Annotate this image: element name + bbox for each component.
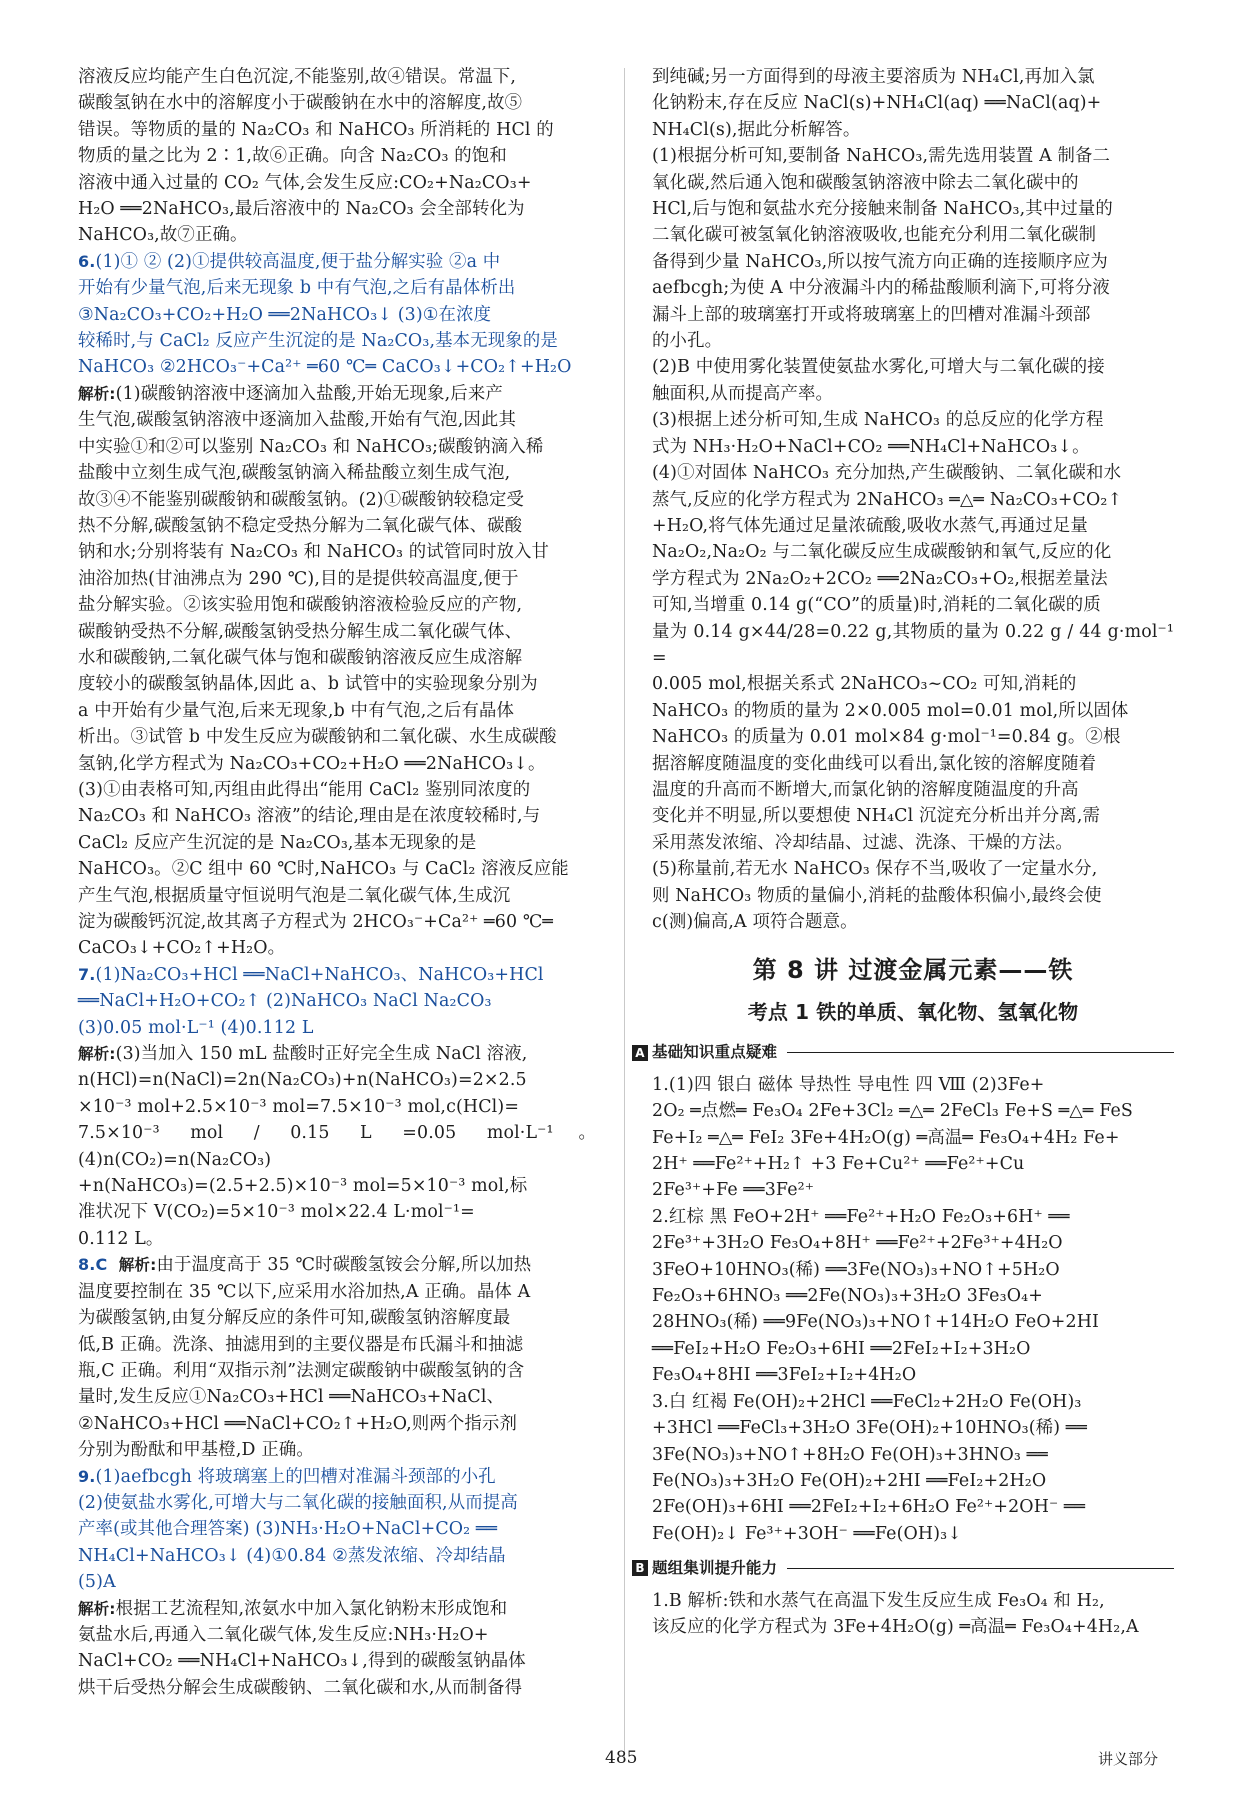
text-line: 2O₂ ═点燃═ Fe₃O₄ 2Fe+3Cl₂ ═△═ 2FeCl₃ Fe+S ═△═ FeS	[652, 1101, 1133, 1122]
text-line: HCl,后与饱和氨盐水充分接触来制备 NaHCO₃,其中过量的	[652, 199, 1113, 220]
text-line: Fe+I₂ ═△═ FeI₂ 3Fe+4H₂O(g) ═高温═ Fe₃O₄+4H₂ Fe+	[652, 1127, 1120, 1148]
explain-line: 准状况下 V(CO₂)=5×10⁻³ mol×22.4 L·mol⁻¹=	[78, 1202, 475, 1223]
text-line: 物质的量之比为 2∶1,故⑥正确。向含 Na₂CO₃ 的饱和	[78, 146, 507, 167]
text-line: (5)称量前,若无水 NaHCO₃ 保存不当,吸收了一定量水分,	[652, 859, 1098, 880]
explain-line: 瓶,C 正确。利用“双指示剂”法测定碳酸钠中碳酸氢钠的含	[78, 1360, 525, 1381]
explain-line: (3)①由表格可知,丙组由此得出“能用 CaCl₂ 鉴别同浓度的	[78, 779, 531, 800]
explain-line: 氢钠,化学方程式为 Na₂CO₃+CO₂+H₂O ══2NaHCO₃↓。	[78, 753, 546, 774]
question-number: 6.	[78, 251, 96, 271]
exam-point-title: 考点 1 铁的单质、氧化物、氢氧化物	[747, 1000, 1079, 1025]
question-number: 8.	[78, 1255, 96, 1275]
answer-line: (1)Na₂CO₃+HCl ══NaCl+NaHCO₃、NaHCO₃+HCl	[95, 964, 544, 985]
answer-line: ③Na₂CO₃+CO₂+H₂O ══2NaHCO₃↓ (3)①在浓度	[78, 304, 492, 325]
text-line: 可知,当增重 0.14 g(“CO”的质量)时,消耗的二氧化碳的质	[652, 595, 1101, 616]
answer-line: NH₄Cl+NaHCO₃↓ (4)①0.84 ②蒸发浓缩、冷却结晶	[78, 1545, 506, 1566]
explain-line: 分别为酚酞和甲基橙,D 正确。	[78, 1440, 314, 1461]
text-line: 3.白 红褐 Fe(OH)₂+2HCl ══FeCl₂+2H₂O Fe(OH)₃	[652, 1391, 1082, 1412]
analysis-label: 解析:	[118, 1256, 157, 1275]
text-line: aefbcgh;为使 A 中分液漏斗内的稀盐酸顺利滴下,可将分液	[652, 278, 1110, 299]
text-line: 化钠粉末,存在反应 NaCl(s)+NH₄Cl(aq) ══NaCl(aq)+	[652, 93, 1102, 114]
section-a-content	[652, 1072, 1174, 1547]
text-line: Fe₂O₃+6HNO₃ ══2Fe(NO₃)₃+3H₂O 3Fe₃O₄+	[652, 1286, 1043, 1307]
explain-line: NaHCO₃。②C 组中 60 ℃时,NaHCO₃ 与 CaCl₂ 溶液反应能	[78, 859, 569, 880]
text-line: 的小孔。	[652, 331, 723, 352]
section-b-badge: B	[632, 1560, 648, 1576]
answer-line: (3)0.05 mol·L⁻¹ (4)0.112 L	[78, 1017, 314, 1038]
explain-line: 量时,发生反应①Na₂CO₃+HCl ══NaHCO₃+NaCl、	[78, 1387, 505, 1408]
answer-line: ══NaCl+H₂O+CO₂↑ (2)NaHCO₃ NaCl Na₂CO₃	[78, 991, 492, 1012]
answer-line: 产率(或其他合理答案) (3)NH₃·H₂O+NaCl+CO₂ ══	[78, 1519, 498, 1540]
text-line: Na₂O₂,Na₂O₂ 与二氧化碳反应生成碳酸钠和氧气,反应的化	[652, 542, 1112, 563]
explain-line: 由于温度高于 35 ℃时碳酸氢铵会分解,所以加热	[156, 1255, 532, 1276]
text-line: NaHCO₃ 的质量为 0.01 mol×84 g·mol⁻¹=0.84 g。②根	[652, 727, 1121, 748]
question-number: 9.	[78, 1466, 96, 1486]
text-line: 该反应的化学方程式为 3Fe+4H₂O(g) ═高温═ Fe₃O₄+4H₂,A	[652, 1616, 1139, 1637]
text-line: (1)根据分析可知,要制备 NaHCO₃,需先选用装置 A 制备二	[652, 146, 1111, 167]
text-line: c(测)偏高,A 项符合题意。	[652, 912, 858, 932]
text-line: 2Fe³⁺+Fe ══3Fe²⁺	[652, 1180, 815, 1201]
explain-line: (3)当加入 150 mL 盐酸时正好完全生成 NaCl 溶液,	[115, 1044, 528, 1065]
answer-line: (2)使氨盐水雾化,可增大与二氧化碳的接触面积,从而提高	[78, 1492, 518, 1513]
text-line: ══FeI₂+H₂O Fe₂O₃+6HI ══2FeI₂+I₂+3H₂O	[652, 1338, 1031, 1359]
explain-line: ②NaHCO₃+HCl ══NaCl+CO₂↑+H₂O,则两个指示剂	[78, 1413, 517, 1434]
explain-line: 析出。③试管 b 中发生反应为碳酸钠和二氧化碳、水生成碳酸	[78, 727, 557, 748]
text-line: 备得到少量 NaHCO₃,所以按气流方向正确的连接顺序应为	[652, 251, 1108, 272]
text-line: 式为 NH₃·H₂O+NaCl+CO₂ ══NH₄Cl+NaHCO₃↓。	[652, 436, 1090, 457]
text-line: 1.(1)四 银白 磁体 导热性 导电性 四 Ⅷ (2)3Fe+	[652, 1074, 1045, 1095]
text-line: 到纯碱;另一方面得到的母液主要溶质为 NH₄Cl,再加入氯	[652, 67, 1095, 87]
text-line: 2H⁺ ══Fe²⁺+H₂↑ +3 Fe+Cu²⁺ ══Fe²⁺+Cu	[652, 1154, 1025, 1175]
section-b-header	[632, 1555, 1174, 1581]
text-line: 0.005 mol,根据关系式 2NaHCO₃~CO₂ 可知,消耗的	[652, 674, 1077, 695]
explain-line: 中实验①和②可以鉴别 Na₂CO₃ 和 NaHCO₃;碳酸钠滴入稀	[78, 436, 544, 457]
explain-line: a 中开始有少量气泡,后来无现象,b 中有气泡,之后有晶体	[78, 700, 515, 721]
text-line: Fe(OH)₂↓ Fe³⁺+3OH⁻ ══Fe(OH)₃↓	[652, 1523, 963, 1544]
explain-line: 水和碳酸钠,二氧化碳气体与饱和碳酸钠溶液反应生成溶解	[78, 647, 523, 668]
text-line: H₂O ══2NaHCO₃,最后溶液中的 Na₂CO₃ 会全部转化为	[78, 199, 525, 220]
text-line: NaHCO₃ 的物质的量为 2×0.005 mol=0.01 mol,所以固体	[652, 700, 1129, 721]
answer-line: NaHCO₃ ②2HCO₃⁻+Ca²⁺ ═60 ℃═ CaCO₃↓+CO₂↑+H₂O	[78, 357, 572, 378]
text-line: 则 NaHCO₃ 物质的量偏小,消耗的盐酸体积偏小,最终会使	[652, 885, 1102, 906]
explain-line: 故③④不能鉴别碳酸钠和碳酸氢钠。(2)①碳酸钠较稳定受	[78, 489, 525, 510]
text-line: 氧化碳,然后通入饱和碳酸氢钠溶液中除去二氧化碳中的	[652, 172, 1079, 193]
text-line: 据溶解度随温度的变化曲线可以看出,氯化铵的溶解度随着	[652, 753, 1097, 774]
question-8	[78, 1252, 596, 1463]
text-line: +H₂O,将气体先通过足量浓硫酸,吸收水蒸气,再通过足量	[652, 515, 1088, 536]
text-line: NH₄Cl(s),据此分析解答。	[652, 119, 861, 140]
answer-line: 开始有少量气泡,后来无现象 b 中有气泡,之后有晶体析出	[78, 278, 516, 299]
explain-line: 度较小的碳酸氢钠晶体,因此 a、b 试管中的实验现象分别为	[78, 674, 538, 695]
question-6	[78, 249, 596, 962]
text-line: 采用蒸发浓缩、冷却结晶、过滤、洗涤、干燥的方法。	[652, 832, 1073, 853]
section-a-header	[632, 1039, 1174, 1065]
explain-line: CaCO₃↓+CO₂↑+H₂O。	[78, 938, 286, 959]
answer-line: (1)① ② (2)①提供较高温度,便于盐分解实验 ②a 中	[95, 251, 501, 272]
text-line: 二氧化碳可被氢氧化钠溶液吸收,也能充分利用二氧化碳制	[652, 225, 1097, 246]
text-line: 1.B 解析:铁和水蒸气在高温下发生反应生成 Fe₃O₄ 和 H₂,	[652, 1590, 1105, 1611]
explain-line: Na₂CO₃ 和 NaHCO₃ 溶液”的结论,理由是在浓度较稀时,与	[78, 806, 541, 827]
page-section-label: 讲义部分	[1098, 1750, 1159, 1768]
explain-line: 生气泡,碳酸氢钠溶液中逐滴加入盐酸,开始有气泡,因此其	[78, 410, 517, 431]
explain-line: 低,B 正确。洗涤、抽滤用到的主要仪器是布氏漏斗和抽滤	[78, 1334, 524, 1355]
text-line: Fe₃O₄+8HI ══3FeI₂+I₂+4H₂O	[652, 1365, 917, 1386]
section-b-title: 题组集训提升能力	[652, 1559, 778, 1578]
explain-line: 热不分解,碳酸氢钠不稳定受热分解为二氧化碳气体、碳酸	[78, 515, 523, 536]
section-a-badge: A	[632, 1045, 648, 1061]
answer-line: (5)A	[78, 1572, 116, 1593]
text-line: 碳酸氢钠在水中的溶解度小于碳酸钠在水中的溶解度,故⑤	[78, 93, 523, 114]
explain-line: +n(NaHCO₃)=(2.5+2.5)×10⁻³ mol=5×10⁻³ mol,标	[78, 1176, 528, 1197]
explain-line: 盐分解实验。②该实验用饱和碳酸钠溶液检验反应的产物,	[78, 595, 523, 616]
explain-line: 产生气泡,根据质量守恒说明气泡是二氧化碳气体,生成沉	[78, 885, 511, 906]
text-line: NaHCO₃,故⑦正确。	[78, 225, 248, 246]
explain-line: 油浴加热(甘油沸点为 290 ℃),目的是提供较高温度,便于	[78, 568, 519, 589]
text-line: 学方程式为 2Na₂O₂+2CO₂ ══2Na₂CO₃+O₂,根据差量法	[652, 568, 1108, 589]
text-line: 28HNO₃(稀) ══9Fe(NO₃)₃+NO↑+14H₂O FeO+2HI	[652, 1312, 1100, 1333]
column-divider	[624, 68, 625, 1758]
explain-line: 碳酸钠受热不分解,碳酸氢钠受热分解生成二氧化碳气体、	[78, 621, 523, 642]
section-rule	[787, 1052, 1174, 1053]
text-line: 温度的升高而不断增大,而氯化钠的溶解度随温度的升高	[652, 779, 1079, 800]
explain-line: (1)碳酸钠溶液中逐滴加入盐酸,开始无现象,后来产	[115, 383, 503, 404]
q9-continued	[652, 64, 1174, 935]
text-line: 错误。等物质的量的 Na₂CO₃ 和 NaHCO₃ 所消耗的 HCl 的	[78, 119, 554, 140]
text-line: (4)①对固体 NaHCO₃ 充分加热,产生碳酸钠、二氧化碳和水	[652, 463, 1122, 484]
explain-line: 根据工艺流程知,浓氨水中加入氯化钠粉末形成饱和	[115, 1598, 508, 1619]
explain-line: 钠和水;分别将装有 Na₂CO₃ 和 NaHCO₃ 的试管同时放入甘	[78, 542, 550, 563]
text-line: 3FeO+10HNO₃(稀) ══3Fe(NO₃)₃+NO↑+5H₂O	[652, 1259, 1060, 1280]
analysis-label: 解析:	[78, 1599, 116, 1618]
text-line: 触面积,从而提高产率。	[652, 383, 834, 404]
text-line: 变化并不明显,所以要想使 NH₄Cl 沉淀充分析出并分离,需	[652, 806, 1101, 827]
section-b-content	[652, 1588, 1174, 1641]
text-line: 溶液反应均能产生白色沉淀,不能鉴别,故④错误。常温下,	[78, 67, 517, 87]
text-line: 2Fe³⁺+3H₂O Fe₃O₄+8H⁺ ══Fe²⁺+2Fe³⁺+4H₂O	[652, 1233, 1063, 1254]
explain-line: 7.5×10⁻³ mol / 0.15 L =0.05 mol·L⁻¹。(4)n(CO₂)=n(Na₂CO₃)	[78, 1123, 596, 1170]
explain-line: 烘干后受热分解会生成碳酸钠、二氧化碳和水,从而制备得	[78, 1677, 523, 1698]
analysis-label: 解析:	[78, 384, 116, 403]
page-number: 485	[605, 1748, 638, 1768]
answer-choice: C	[95, 1255, 108, 1275]
explain-line: 盐酸中立刻生成气泡,碳酸氢钠滴入稀盐酸立刻生成气泡,	[78, 463, 511, 484]
intro-paragraph	[78, 64, 596, 249]
text-line: 溶液中通入过量的 CO₂ 气体,会发生反应:CO₂+Na₂CO₃+	[78, 172, 532, 193]
text-line: 2Fe(OH)₃+6HI ══2FeI₂+I₂+6H₂O Fe²⁺+2OH⁻ ══	[652, 1497, 1086, 1518]
lecture-title: 第 8 讲 过渡金属元素——铁	[752, 956, 1074, 985]
right-column	[635, 64, 1174, 1640]
text-line: (3)根据上述分析可知,生成 NaHCO₃ 的总反应的化学方程	[652, 410, 1104, 431]
answer-line: (1)aefbcgh 将玻璃塞上的凹槽对准漏斗颈部的小孔	[95, 1466, 496, 1487]
explain-line: CaCl₂ 反应产生沉淀的是 Na₂CO₃,基本无现象的是	[78, 832, 477, 853]
text-line: 量为 0.14 g×44/28=0.22 g,其物质的量为 0.22 g / 44 g·mol⁻¹ =	[652, 621, 1174, 668]
answer-line: 较稀时,与 CaCl₂ 反应产生沉淀的是 Na₂CO₃,基本无现象的是	[78, 331, 558, 352]
text-line: Fe(NO₃)₃+3H₂O Fe(OH)₂+2HI ══FeI₂+2H₂O	[652, 1470, 1047, 1491]
explain-line: NaCl+CO₂ ══NH₄Cl+NaHCO₃↓,得到的碳酸氢钠晶体	[78, 1651, 526, 1672]
text-line: +3HCl ══FeCl₃+3H₂O 3Fe(OH)₂+10HNO₃(稀) ══	[652, 1418, 1088, 1439]
text-line: 2.红棕 黑 FeO+2H⁺ ══Fe²⁺+H₂O Fe₂O₃+6H⁺ ══	[652, 1206, 1070, 1227]
left-column	[78, 64, 596, 1701]
analysis-label: 解析:	[78, 1045, 116, 1064]
explain-line: 0.112 L。	[78, 1228, 164, 1249]
explain-line: ×10⁻³ mol+2.5×10⁻³ mol=7.5×10⁻³ mol,c(HCl)=	[78, 1096, 520, 1117]
explain-line: 温度要控制在 35 ℃以下,应采用水浴加热,A 正确。晶体 A	[78, 1281, 531, 1302]
explain-line: 为碳酸氢钠,由复分解反应的条件可知,碳酸氢钠溶解度最	[78, 1308, 511, 1329]
explain-line: n(HCl)=n(NaCl)=2n(Na₂CO₃)+n(NaHCO₃)=2×2.5	[78, 1070, 527, 1091]
text-line: 蒸气,反应的化学方程式为 2NaHCO₃ ═△═ Na₂CO₃+CO₂↑	[652, 489, 1123, 510]
text-line: 漏斗上部的玻璃塞打开或将玻璃塞上的凹槽对准漏斗颈部	[652, 304, 1091, 325]
text-line: (2)B 中使用雾化装置使氨盐水雾化,可增大与二氧化碳的接	[652, 357, 1105, 378]
question-7	[78, 962, 596, 1252]
text-line: 3Fe(NO₃)₃+NO↑+8H₂O Fe(OH)₃+3HNO₃ ══	[652, 1444, 1048, 1465]
section-a-title: 基础知识重点疑难	[652, 1043, 778, 1062]
explain-line: 淀为碳酸钙沉淀,故其离子方程式为 2HCO₃⁻+Ca²⁺ ═60 ℃═	[78, 912, 554, 932]
question-9	[78, 1464, 596, 1702]
question-number: 7.	[78, 964, 96, 984]
explain-line: 氨盐水后,再通入二氧化碳气体,发生反应:NH₃·H₂O+	[78, 1624, 489, 1645]
section-rule	[787, 1568, 1174, 1569]
